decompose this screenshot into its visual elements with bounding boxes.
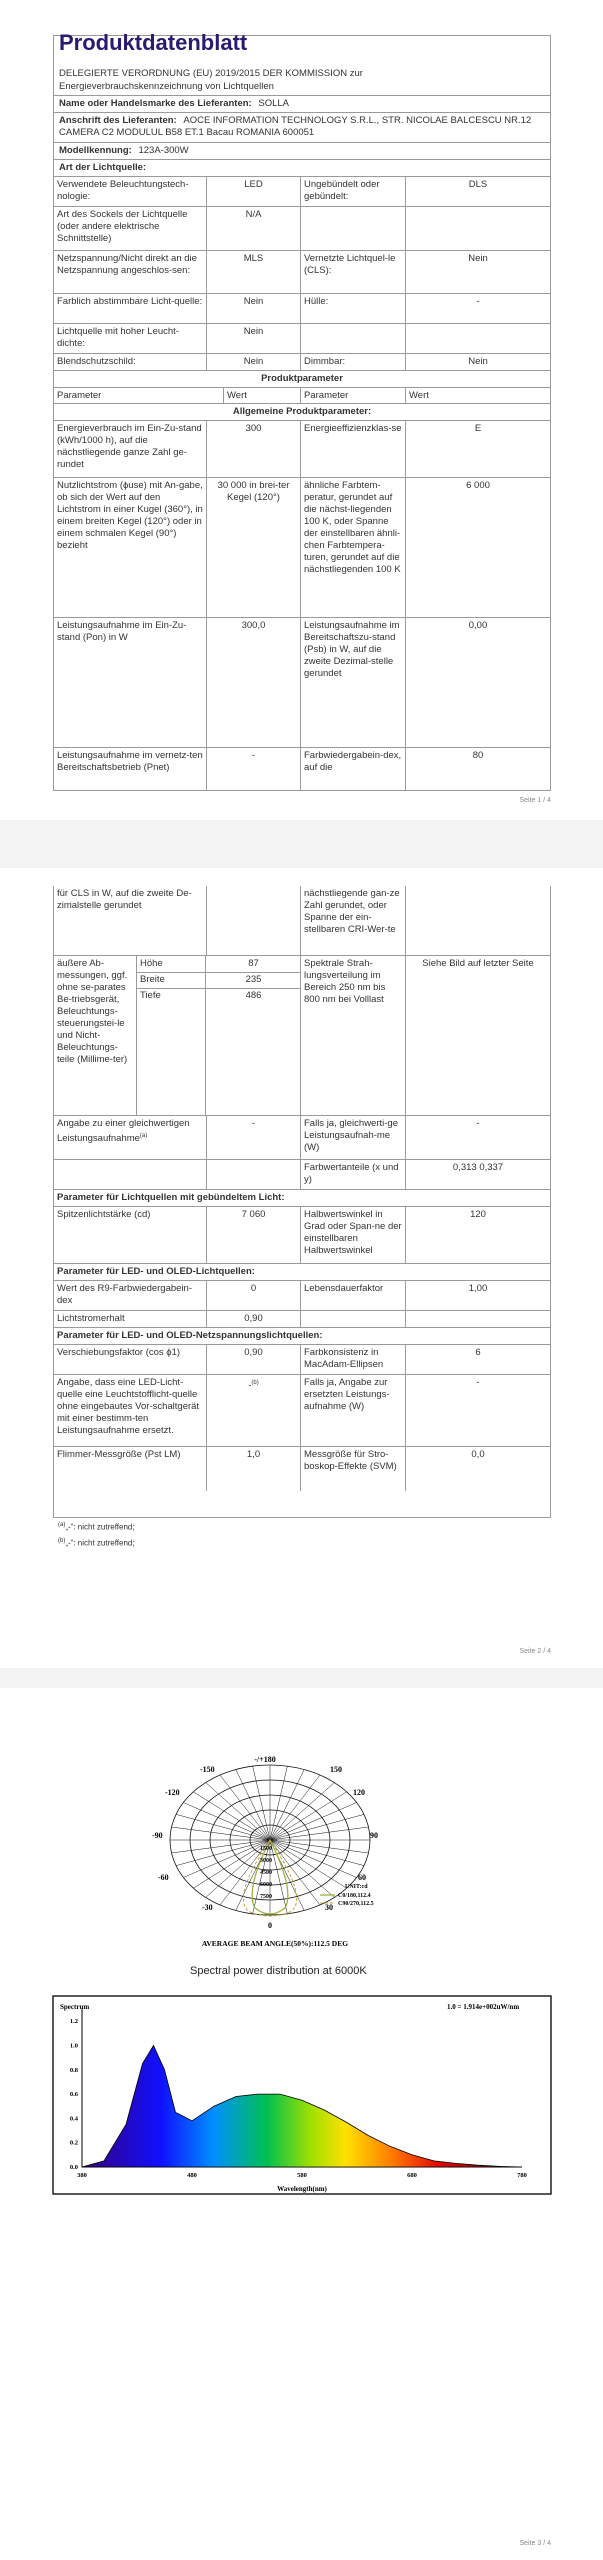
spectrum-x-tick: 580 [297, 2172, 307, 2179]
dimensions-label: äußere Ab-messungen, ggf. ohne se-parates Be-triebsgerät, Beleuchtungs-steuerungstei-le und Nicht-Beleuchtungs-teile (Millime-ter) [54, 956, 137, 1115]
param-value-2: 0,0 [471, 1449, 485, 1460]
param-label-2: Farbkonsistenz in MacAdam-Ellipsen [301, 1345, 406, 1374]
param-value-2: - [476, 1377, 480, 1388]
datasheet-table-page-1 [53, 30, 551, 791]
legend-c90: C90/270,112.5 [338, 1901, 374, 1907]
mains-row [54, 1447, 550, 1491]
param-value: 300 [207, 421, 301, 477]
type-value-2: - [476, 296, 480, 307]
type-row [54, 324, 550, 354]
spectrum-x-tick: 680 [407, 2172, 417, 2179]
polar-label: -90 [152, 1831, 163, 1840]
param-label: Verschiebungsfaktor (cos ϕ1) [54, 1345, 207, 1374]
param-value-cell [207, 1375, 301, 1446]
type-value-2: DLS [468, 179, 488, 190]
light-type-row [54, 160, 550, 177]
param-value: - [248, 1380, 252, 1392]
radial-label: 4500 [260, 1870, 272, 1876]
param-row [54, 421, 550, 478]
type-label-2: Vernetzte Lichtquel-le (CLS): [301, 251, 406, 293]
polar-diagram [150, 1750, 450, 1960]
equivalent-row [54, 1116, 550, 1160]
param-value: - [207, 748, 301, 791]
param-label: Leistungsaufnahme im vernetz-ten Bereitschaftsbetrieb (Pnet) [54, 748, 207, 791]
polar-label: 30 [325, 1903, 333, 1912]
param-value-2: 120 [470, 1209, 486, 1220]
dimension-value: 87 [248, 958, 259, 969]
param-label-2: Falls ja, Angabe zur ersetzten Leistungs-aufnahme (W) [301, 1375, 406, 1446]
spectrum-y-tick: 0.0 [69, 2164, 78, 2171]
param-value: 300,0 [207, 618, 301, 747]
polar-label: -/+180 [254, 1755, 276, 1764]
chromaticity-value: 0,313 0,337 [452, 1162, 504, 1173]
param-label-2: Farbwiedergabein-dex, auf die [301, 748, 406, 791]
param-label-2: Halbwertswinkel in Grad oder Span-ne der einstellbaren Halbwertswinkel [301, 1207, 406, 1263]
page-2 [0, 868, 603, 1668]
spectrum-x-tick: 380 [77, 2172, 87, 2179]
polar-label: -150 [200, 1765, 215, 1774]
param-label-2: Messgröße für Stro-boskop-Effekte (SVM) [301, 1447, 406, 1491]
mains-title: Parameter für LED- und OLED-Netzspannungslichtquellen: [57, 1330, 323, 1341]
param-value: 1,0 [207, 1447, 301, 1491]
param-label: Angabe, dass eine LED-Licht-quelle eine Leuchtstofflicht-quelle ohne eingebautes Vor-schaltgerät mit einer bestimm-ten Leistungsaufnahme ersetzt. [54, 1375, 207, 1446]
equivalent-value: - [207, 1116, 301, 1159]
param-label: Lichtstromerhalt [54, 1311, 207, 1327]
datasheet-table-page-2 [53, 886, 551, 1518]
supplier-name: SOLLA [258, 98, 289, 109]
spectrum-y-tick: 0.2 [69, 2139, 78, 2147]
directional-title-row [54, 1190, 550, 1207]
column-header-parameter: Parameter [54, 388, 224, 403]
param-value: 0,90 [207, 1345, 301, 1374]
page-title: Produktdatenblatt [59, 30, 248, 55]
type-label: Verwendete Beleuchtungstech-nologie: [54, 177, 207, 206]
column-header-value-2: Wert [409, 390, 429, 401]
param-value: 30 000 in brei-ter Kegel (120°) [207, 478, 301, 617]
type-label-2: Dimmbar: [301, 354, 406, 370]
led-row [54, 1281, 550, 1311]
param-label: Wert des R9-Farbwiedergabein-dex [54, 1281, 207, 1310]
type-value-2 [406, 324, 550, 353]
param-value [207, 886, 301, 955]
beam-angle: AVERAGE BEAM ANGLE(50%):112.5 DEG [201, 1939, 349, 1948]
radial-label: 3000 [260, 1858, 272, 1864]
chromaticity-label: Farbwertanteile (x und y) [301, 1160, 406, 1189]
page-number: Seite 2 / 4 [519, 1648, 551, 1655]
param-label: Leistungsaufnahme im Ein-Zu-stand (Pon) in W [54, 618, 207, 747]
regulation-row [54, 66, 550, 96]
radial-label: 6000 [260, 1882, 272, 1888]
footnote-b: $^{(b)}$„-“: nicht zutreffend; [58, 1538, 135, 1548]
page-number: Seite 3 / 4 [519, 2540, 551, 2547]
supplier-address-label: Anschrift des Lieferanten: [59, 115, 177, 126]
equivalent-value-2: - [476, 1118, 480, 1129]
param-row [54, 478, 550, 618]
spectrum-y-tick: 0.8 [69, 2066, 78, 2074]
param-value-2: 6 000 [466, 480, 490, 491]
product-params-title-row [54, 371, 550, 388]
param-row [54, 748, 550, 791]
type-value-2: Nein [468, 356, 488, 367]
polar-label: -120 [165, 1788, 180, 1797]
spectrum-ylabel: Spectrum [60, 2003, 90, 2011]
type-row [54, 177, 550, 207]
type-row [54, 251, 550, 294]
page-1 [0, 0, 603, 820]
product-params-header-row [54, 388, 550, 404]
led-title-row [54, 1264, 550, 1281]
type-value: Nein [207, 324, 301, 353]
type-value-2 [406, 207, 550, 250]
equivalent-label: Angabe zu einer gleichwertigen Leistungsaufnahme [57, 1118, 190, 1145]
param-label-2: Leistungsaufnahme im Bereitschaftszu-stand (Psb) in W, auf die zweite Dezimal-stelle gerundet [301, 618, 406, 747]
polar-label: -30 [202, 1903, 213, 1912]
type-label: Netzspannung/Nicht direkt an die Netzspannung angeschlos-sen: [54, 251, 207, 293]
spectral-label: Spektrale Strah-lungsverteilung im Bereich 250 nm bis 800 nm bei Volllast [301, 956, 406, 1115]
mains-row [54, 1375, 550, 1447]
model-value: 123A-300W [138, 145, 189, 156]
param-value-2 [406, 1311, 550, 1327]
directional-row [54, 1207, 550, 1264]
spectrum-title: Spectral power distribution at 6000K [190, 1965, 367, 1977]
equivalent-label-cell [54, 1116, 207, 1159]
led-title: Parameter für LED- und OLED-Lichtquellen: [57, 1266, 255, 1277]
spectrum-y-tick: 1.2 [69, 2018, 78, 2026]
param-row [54, 618, 550, 748]
polar-label: 120 [353, 1788, 365, 1797]
polar-label: 90 [370, 1831, 378, 1840]
param-value-2 [406, 886, 550, 955]
spectrum-y-tick: 0.4 [69, 2115, 78, 2123]
equivalent-label-2: Falls ja, gleichwerti-ge Leistungsaufnah-me (W) [301, 1116, 406, 1159]
legend-unit: UNIT:cd [345, 1884, 368, 1890]
spectrum-y-tick: 1.0 [69, 2042, 78, 2050]
regulation-text: DELEGIERTE VERORDNUNG (EU) 2019/2015 DER KOMMISSION zur Energieverbrauchskennzeichnung von Lichtquellen [59, 68, 363, 92]
dimensions-row [54, 956, 550, 1116]
type-row [54, 354, 550, 371]
param-value: 0,90 [207, 1311, 301, 1327]
continuation-row [54, 886, 550, 956]
title-row [54, 30, 550, 66]
param-label: Energieverbrauch im Ein-Zu-stand (kWh/1000 h), auf die nächstliegende ganze Zahl ge-rundet [54, 421, 207, 477]
dimension-row [137, 972, 300, 989]
type-value: Nein [207, 354, 301, 370]
legend-c0: C0/180,112.4 [338, 1893, 371, 1899]
model-label: Modellkennung: [59, 145, 132, 156]
type-value: LED [207, 177, 301, 206]
param-label: Spitzenlichtstärke (cd) [54, 1207, 207, 1263]
supplier-address: AOCE INFORMATION TECHNOLOGY S.R.L., STR. NICOLAE BALCESCU NR.12 CAMERA C2 MODULUL B58 ET.1 Bacau ROMANIA 600051 [59, 115, 532, 138]
param-value-2: 1,00 [468, 1283, 488, 1294]
led-row [54, 1311, 550, 1328]
polar-label: 60 [358, 1873, 366, 1882]
type-label-2 [301, 207, 406, 250]
param-label: Nutzlichtstrom (ϕuse) mit An-gabe, ob sich der Wert auf den Lichtstrom in einer Kugel (360°), in einem breiten Kegel (120°) oder in einem schmalen Kegel (90°) bezieht [54, 478, 207, 617]
directional-title: Parameter für Lichtquellen mit gebündeltem Licht: [57, 1192, 285, 1203]
light-type-label: Art der Lichtquelle: [59, 162, 147, 173]
supplier-name-row [54, 96, 550, 113]
spectrum-chart [52, 1995, 552, 2195]
spectrum-xlabel: Wavelength(nm) [277, 2185, 327, 2193]
footnote-ref: (b) [251, 1380, 259, 1386]
mains-row [54, 1345, 550, 1375]
param-value-2: 0,00 [468, 620, 488, 631]
general-params-title-row [54, 404, 550, 421]
dimension-row [137, 988, 300, 1004]
param-label: für CLS in W, auf die zweite De-zimalstelle gerundet [54, 886, 207, 955]
dimension-value: 486 [245, 990, 262, 1001]
param-value-2: 80 [472, 750, 484, 761]
type-label: Art des Sockels der Lichtquelle (oder andere elektrische Schnittstelle) [54, 207, 207, 250]
dimension-value: 235 [245, 974, 262, 985]
type-row [54, 207, 550, 251]
column-header-value: Wert [224, 388, 301, 403]
type-value: N/A [207, 207, 301, 250]
model-row [54, 143, 550, 160]
footnote-ref: (a) [139, 1133, 148, 1139]
param-label-2: Energieeffizienzklas-se [301, 421, 406, 477]
type-label: Farblich abstimmbare Licht-quelle: [54, 294, 207, 323]
radial-label: 7500 [260, 1894, 272, 1900]
type-value: MLS [207, 251, 301, 293]
chromaticity-row [54, 1160, 550, 1190]
product-params-title: Produktparameter [261, 373, 343, 384]
type-label: Blendschutzschild: [54, 354, 207, 370]
spectrum-annotation: 1.0 = 1.914e+002uW/nm [447, 2003, 520, 2011]
type-label: Lichtquelle mit hoher Leucht-dichte: [54, 324, 207, 353]
param-label-2: Lebensdauerfaktor [301, 1281, 406, 1310]
spectrum-x-tick: 480 [187, 2172, 197, 2179]
spectrum-y-tick: 0.6 [69, 2091, 78, 2099]
page-3 [0, 1688, 603, 2560]
type-label-2: Ungebündelt oder gebündelt: [301, 177, 406, 206]
param-value-2: E [474, 423, 482, 434]
dimensions-grid [137, 956, 301, 1115]
type-label-2 [301, 324, 406, 353]
type-row [54, 294, 550, 324]
type-value: Nein [207, 294, 301, 323]
dimension-label: Höhe [140, 958, 163, 969]
type-value-2: Nein [468, 253, 488, 264]
page-number: Seite 1 / 4 [519, 797, 551, 804]
supplier-address-row [54, 113, 550, 143]
dimension-row [137, 956, 300, 973]
param-label-2: ähnliche Farbtem-peratur, gerundet auf die nächst-liegenden 100 K, oder Spanne der einstellbaren ähnli-chen Farbtempera-turen, gerundet auf die nächstliegenden 100 K [301, 478, 406, 617]
param-label: Flimmer-Messgröße (Pst LM) [54, 1447, 207, 1491]
param-label-2: nächstliegende gan-ze Zahl gerundet, oder Spanne der ein-stellbaren CRI-Wer-te [301, 886, 406, 955]
dimension-label: Breite [140, 974, 165, 985]
type-label-2: Hülle: [301, 294, 406, 323]
dimension-label: Tiefe [140, 990, 161, 1001]
param-value: 0 [207, 1281, 301, 1310]
column-header-parameter-2: Parameter [301, 388, 406, 403]
radial-label: 1500 [260, 1846, 272, 1852]
mains-title-row [54, 1328, 550, 1345]
supplier-name-label: Name oder Handelsmarke des Lieferanten: [59, 98, 252, 109]
param-value-2: 6 [475, 1347, 481, 1358]
footnote-a: $^{(a)}$„-“: nicht zutreffend; [58, 1522, 135, 1532]
polar-label: 150 [330, 1765, 342, 1774]
param-label-2 [301, 1311, 406, 1327]
spectrum-x-tick: 780 [517, 2172, 527, 2179]
polar-label: -60 [158, 1873, 169, 1882]
param-value: 7 060 [207, 1207, 301, 1263]
general-params-title: Allgemeine Produktparameter: [232, 406, 372, 417]
polar-label: 0 [268, 1921, 272, 1930]
spectral-value: Siehe Bild auf letzter Seite [422, 958, 534, 969]
